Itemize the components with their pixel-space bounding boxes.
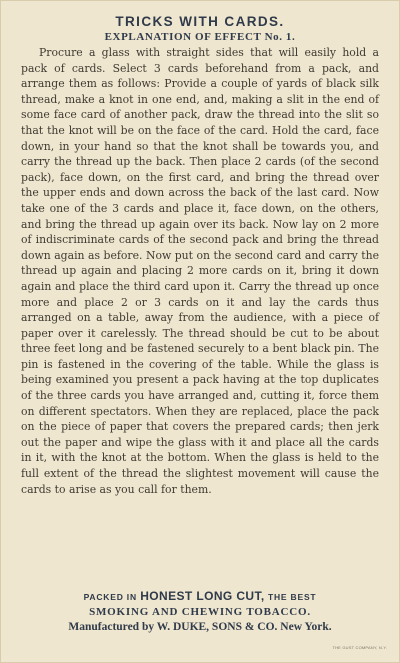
trick-explanation: Procure a glass with straight sides that will easily hold a pack of cards. Select 3 cards beforehand from a pack, and arrange them as follows: Provide a couple of yards of black silk thread, make a knot in one end, and, making a slit in the end of some face card of another pack, draw the thread into the slit so that the knot will be on the face of the card. Hold the card, face down, in your hand so that the knot shall be towards you, and carry the thread up the back. Then place 2 cards (of the second pack), face down, on the first card, and bring the thread over the upper ends and down across the back of the last card. Now take one of the 3 cards and place it, face down, on the others, and bring the thread up again over its back. Now lay on 2 more of indiscriminate cards of the second pack and bring the thread down again as before. Now put on the second card and carry the thread up again and placing 2 more cards on it, bring it down again and place the third card upon it. Carry the thread up once more and place 2 or 3 cards on it and lay the cards thus arranged on a table, away from the audience, with a piece of paper over it carelessly. The thread should be cut to be about three feet long and be fastened securely to a bent black pin. The pin is fastened in the covering of the table. While the glass is being examined you present a pack having at the top duplicates of the three cards you have arranged and, cutting it, force them on different spectators. When they are replaced, place the pack on the piece of paper that covers the prepared cards; then jerk out the paper and wipe the glass with it and place all the cards in it, with the knot at the bottom. When the glass is held to the full extent of the thread the slightest movement will cause the cards to arise as you call for them.: [21, 46, 379, 496]
the-best-label: THE BEST: [267, 592, 317, 602]
card-subtitle: EXPLANATION OF EFFECT No. 1.: [104, 31, 296, 43]
advertisement-footer: [21, 589, 379, 636]
packed-in-label: PACKED IN: [83, 592, 137, 602]
product-line: SMOKING AND CHEWING TOBACCO.: [89, 606, 311, 618]
printer-imprint: THE GUST COMPANY, N.Y.: [332, 645, 387, 650]
card-title: TRICKS WITH CARDS.: [115, 14, 285, 29]
footer-brand-line: [21, 589, 379, 605]
manufacturer-line: Manufactured by W. DUKE, SONS & CO. New York.: [68, 621, 332, 633]
brand-name: HONEST LONG CUT,: [140, 589, 265, 603]
